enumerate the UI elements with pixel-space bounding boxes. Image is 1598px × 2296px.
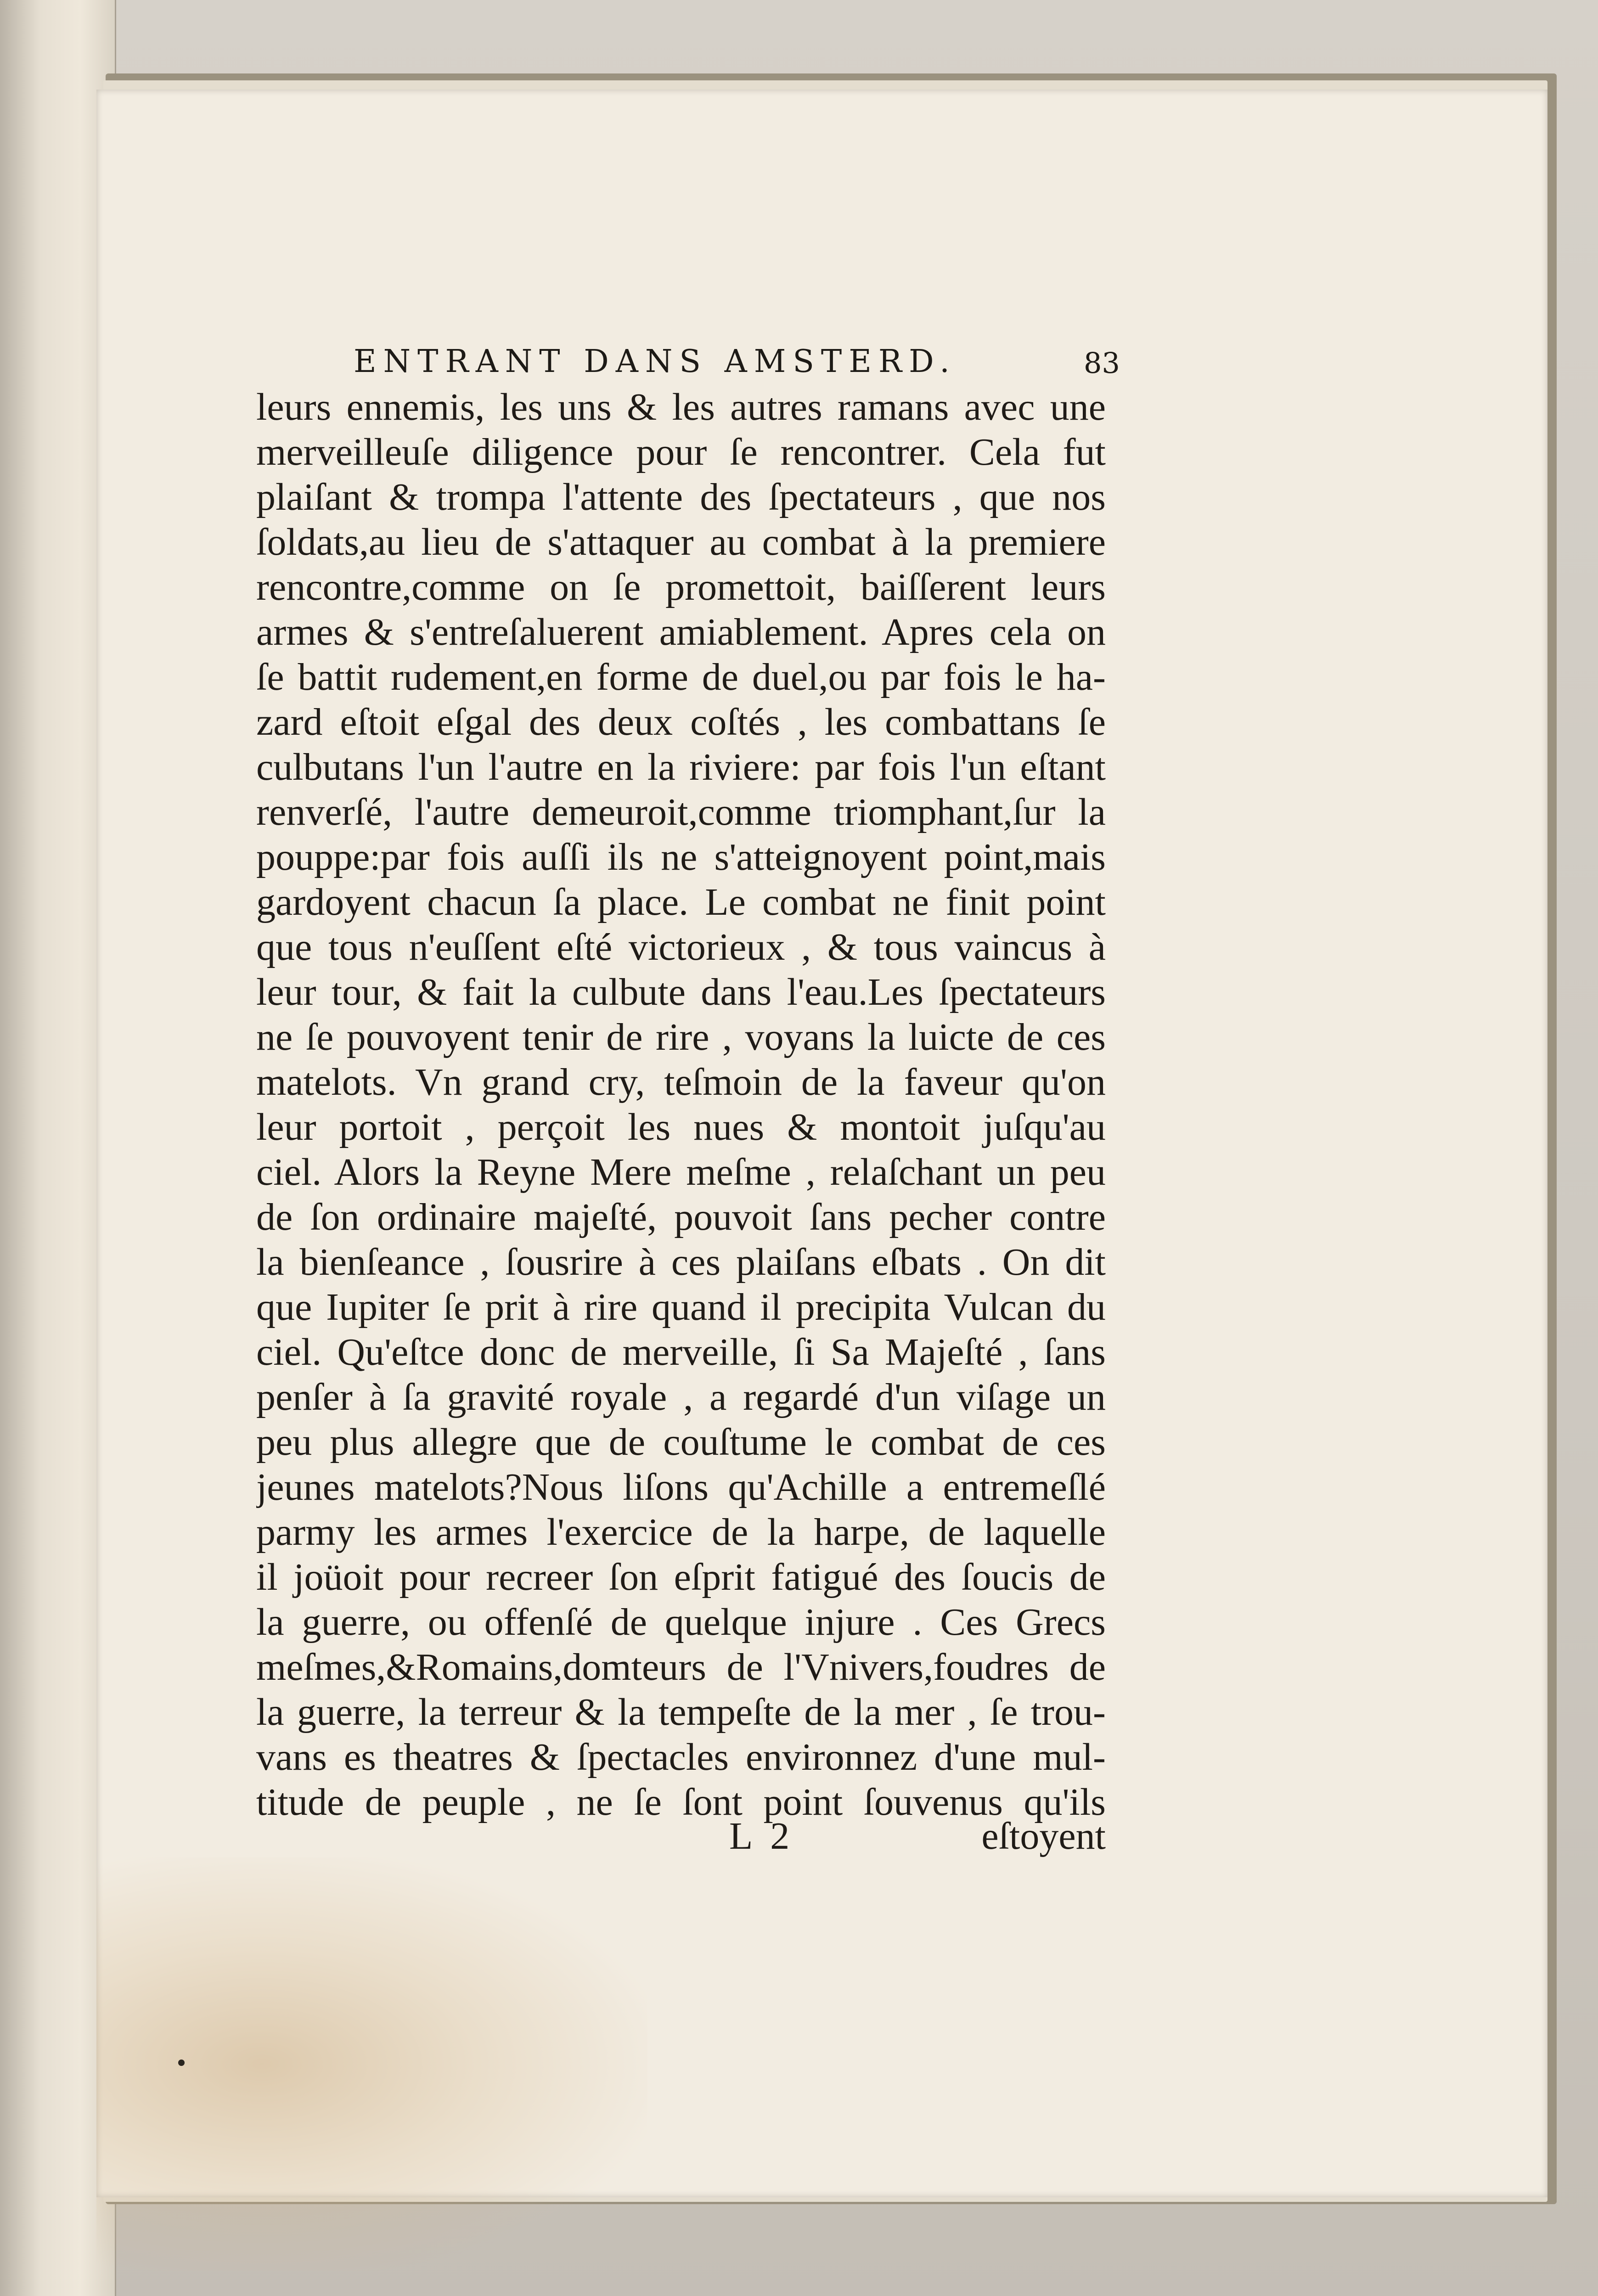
text-line: ciel. Alors la Reyne Mere meſme , relaſchant un peu — [256, 1151, 1106, 1193]
running-head: ENTRANT DANS AMSTERD. — [354, 343, 957, 380]
text-line: zard eſtoit eſgal des deux coſtés , les combattans ſe — [256, 701, 1106, 743]
page-header — [266, 334, 1198, 389]
catchword: eſtoyent — [981, 1815, 1106, 1857]
text-line: leurs ennemis, les uns & les autres ramans avec une — [256, 386, 1106, 428]
text-line: la guerre, la terreur & la tempeſte de la mer , ſe trou- — [256, 1691, 1106, 1733]
signature-mark: L 2 — [729, 1815, 794, 1857]
text-line: il joüoit pour recreer ſon eſprit fatigué des ſoucis de — [256, 1556, 1106, 1598]
text-line: rencontre,comme on ſe promettoit, baiſſerent leurs — [256, 566, 1106, 608]
text-line: la guerre, ou offenſé de quelque injure . Ces Grecs — [256, 1601, 1106, 1643]
page-number: 83 — [1084, 346, 1120, 380]
text-line: armes & s'entreſaluerent amiablement. Apres cela on — [256, 611, 1106, 653]
text-line: penſer à ſa gravité royale , a regardé d'un viſage un — [256, 1376, 1106, 1418]
text-line: ne ſe pouvoyent tenir de rire , voyans la luicte de ces — [256, 1016, 1106, 1058]
text-line: la bienſeance , ſousrire à ces plaiſans eſbats . On dit — [256, 1241, 1106, 1283]
text-line: matelots. Vn grand cry, teſmoin de la faveur qu'on — [256, 1061, 1106, 1103]
text-line: merveilleuſe diligence pour ſe rencontrer. Cela fut — [256, 431, 1106, 473]
text-line: leur tour, & fait la culbute dans l'eau.Les ſpectateurs — [256, 971, 1106, 1013]
text-line: peu plus allegre que de couſtume le combat de ces — [256, 1421, 1106, 1463]
text-line: leur portoit , perçoit les nues & montoit juſqu'au — [256, 1106, 1106, 1148]
text-line: vans es theatres & ſpectacles environnez d'une mul- — [256, 1736, 1106, 1778]
text-line: culbutans l'un l'autre en la riviere: par fois l'un eſtant — [256, 746, 1106, 788]
body-text — [256, 385, 1106, 1825]
text-line: titude de peuple , ne ſe ſont point ſouvenus qu'ils — [256, 1781, 1106, 1823]
text-line: que Iupiter ſe prit à rire quand il precipita Vulcan du — [256, 1286, 1106, 1328]
page-footer — [256, 1814, 1106, 1860]
ink-dot — [178, 2060, 185, 2066]
text-line: plaiſant & trompa l'attente des ſpectateurs , que nos — [256, 476, 1106, 518]
text-line: de ſon ordinaire majeſté, pouvoit ſans pecher contre — [256, 1196, 1106, 1238]
text-line: jeunes matelots?Nous liſons qu'Achille a entremeſlé — [256, 1466, 1106, 1508]
text-line: pouppe:par fois auſſi ils ne s'atteignoyent point,mais — [256, 836, 1106, 878]
text-line: gardoyent chacun ſa place. Le combat ne finit point — [256, 881, 1106, 923]
text-line: renverſé, l'autre demeuroit,comme triomphant,ſur la — [256, 791, 1106, 833]
text-line: ſoldats,au lieu de s'attaquer au combat à la premiere — [256, 521, 1106, 563]
text-line: que tous n'euſſent eſté victorieux , & tous vaincus à — [256, 926, 1106, 968]
text-line: ſe battit rudement,en forme de duel,ou par fois le ha- — [256, 656, 1106, 698]
text-line: meſmes,&Romains,domteurs de l'Vnivers,foudres de — [256, 1646, 1106, 1688]
text-line: parmy les armes l'exercice de la harpe, de laquelle — [256, 1511, 1106, 1553]
text-line: ciel. Qu'eſtce donc de merveille, ſi Sa Majeſté , ſans — [256, 1331, 1106, 1373]
